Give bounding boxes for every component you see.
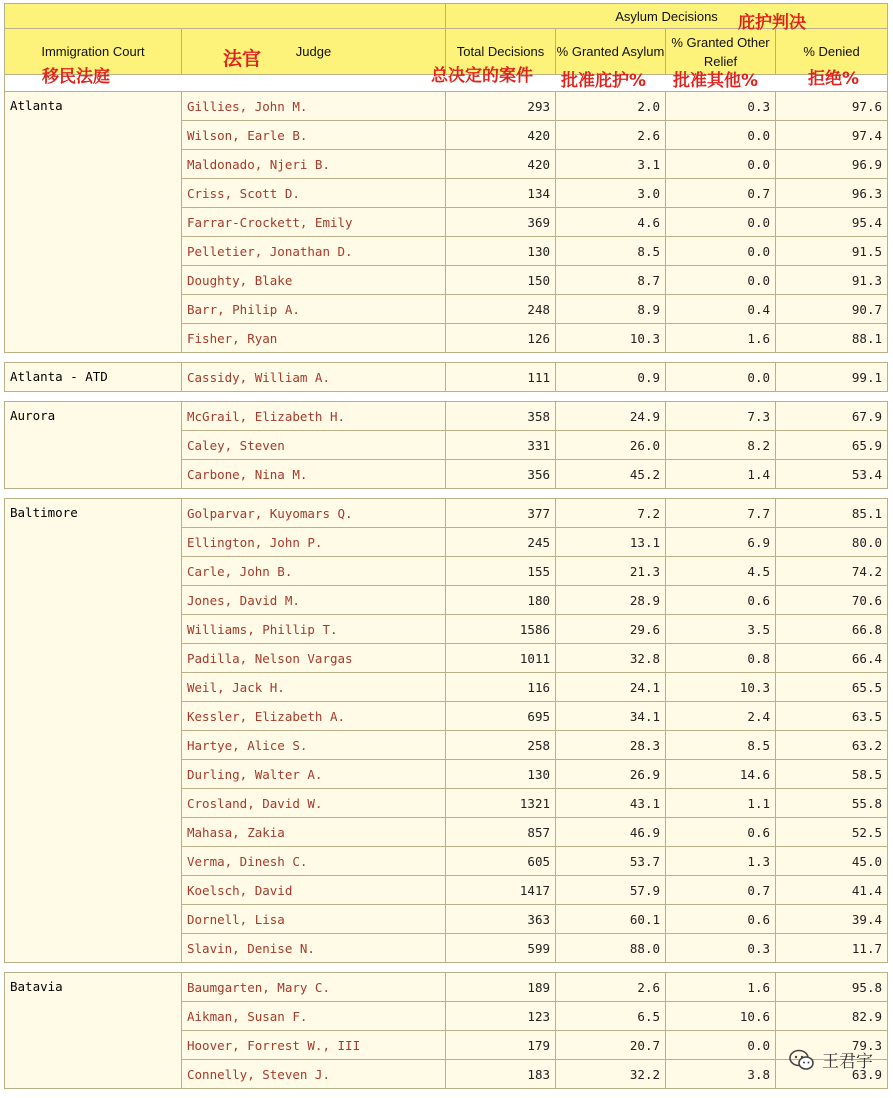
- judge-name-cell[interactable]: Golparvar, Kuyomars Q.: [182, 499, 446, 528]
- judge-name-cell[interactable]: Pelletier, Jonathan D.: [182, 237, 446, 266]
- granted-asylum-cell: 20.7: [556, 1031, 666, 1060]
- annotation-denied: 拒绝%: [808, 69, 860, 89]
- total-decisions-cell: 331: [446, 431, 556, 460]
- total-decisions-cell: 356: [446, 460, 556, 489]
- granted-asylum-cell: 8.9: [556, 295, 666, 324]
- total-decisions-cell: 189: [446, 973, 556, 1002]
- total-decisions-cell: 420: [446, 150, 556, 179]
- judge-name-cell[interactable]: Weil, Jack H.: [182, 673, 446, 702]
- granted-asylum-cell: 4.6: [556, 208, 666, 237]
- judge-name-cell[interactable]: McGrail, Elizabeth H.: [182, 402, 446, 431]
- court-name-cell: Atlanta: [5, 92, 182, 353]
- annotation-granted-asylum: 批准庇护%: [561, 71, 647, 91]
- granted-asylum-cell: 0.9: [556, 363, 666, 392]
- granted-other-cell: 3.5: [666, 615, 776, 644]
- header-group-asylum-decisions: [446, 4, 888, 29]
- judge-name-cell[interactable]: Verma, Dinesh C.: [182, 847, 446, 876]
- granted-other-cell: 0.0: [666, 208, 776, 237]
- judge-name-cell[interactable]: Slavin, Denise N.: [182, 934, 446, 963]
- court-name-cell: Baltimore: [5, 499, 182, 963]
- total-decisions-cell: 245: [446, 528, 556, 557]
- granted-asylum-cell: 53.7: [556, 847, 666, 876]
- total-decisions-cell: 116: [446, 673, 556, 702]
- table-row: [5, 499, 888, 528]
- denied-cell: 95.4: [776, 208, 888, 237]
- granted-asylum-cell: 45.2: [556, 460, 666, 489]
- judge-name-cell[interactable]: Cassidy, William A.: [182, 363, 446, 392]
- denied-cell: 74.2: [776, 557, 888, 586]
- judge-name-cell[interactable]: Aikman, Susan F.: [182, 1002, 446, 1031]
- granted-asylum-cell: 29.6: [556, 615, 666, 644]
- judge-name-cell[interactable]: Hoover, Forrest W., III: [182, 1031, 446, 1060]
- granted-other-cell: 14.6: [666, 760, 776, 789]
- total-decisions-cell: 111: [446, 363, 556, 392]
- total-decisions-cell: 377: [446, 499, 556, 528]
- denied-cell: 95.8: [776, 973, 888, 1002]
- granted-other-cell: 1.3: [666, 847, 776, 876]
- denied-cell: 63.2: [776, 731, 888, 760]
- granted-other-cell: 1.6: [666, 973, 776, 1002]
- judge-name-cell[interactable]: Connelly, Steven J.: [182, 1060, 446, 1089]
- judge-name-cell[interactable]: Criss, Scott D.: [182, 179, 446, 208]
- denied-cell: 97.6: [776, 92, 888, 121]
- granted-asylum-cell: 2.6: [556, 121, 666, 150]
- court-name-cell: Aurora: [5, 402, 182, 489]
- denied-cell: 79.3: [776, 1031, 888, 1060]
- court-group-table: [4, 498, 888, 963]
- granted-other-cell: 0.0: [666, 1031, 776, 1060]
- denied-cell: 63.5: [776, 702, 888, 731]
- denied-cell: 66.8: [776, 615, 888, 644]
- granted-other-cell: 0.3: [666, 92, 776, 121]
- total-decisions-cell: 150: [446, 266, 556, 295]
- judge-name-cell[interactable]: Durling, Walter A.: [182, 760, 446, 789]
- judge-name-cell[interactable]: Hartye, Alice S.: [182, 731, 446, 760]
- granted-asylum-cell: 10.3: [556, 324, 666, 353]
- denied-cell: 99.1: [776, 363, 888, 392]
- denied-cell: 58.5: [776, 760, 888, 789]
- header-denied-label: % Denied: [803, 44, 860, 59]
- granted-asylum-cell: 34.1: [556, 702, 666, 731]
- table-row: [5, 402, 888, 431]
- granted-asylum-cell: 60.1: [556, 905, 666, 934]
- total-decisions-cell: 605: [446, 847, 556, 876]
- granted-asylum-cell: 8.7: [556, 266, 666, 295]
- total-decisions-cell: 695: [446, 702, 556, 731]
- granted-asylum-cell: 26.9: [556, 760, 666, 789]
- header-judge-label: Judge: [295, 44, 332, 59]
- total-decisions-cell: 180: [446, 586, 556, 615]
- granted-other-cell: 4.5: [666, 557, 776, 586]
- denied-cell: 66.4: [776, 644, 888, 673]
- granted-other-cell: 0.0: [666, 363, 776, 392]
- header-judge[interactable]: [182, 29, 446, 75]
- granted-other-cell: 0.0: [666, 266, 776, 295]
- granted-asylum-cell: 8.5: [556, 237, 666, 266]
- granted-asylum-cell: 32.8: [556, 644, 666, 673]
- granted-asylum-cell: 2.6: [556, 973, 666, 1002]
- total-decisions-cell: 123: [446, 1002, 556, 1031]
- denied-cell: 91.5: [776, 237, 888, 266]
- denied-cell: 96.9: [776, 150, 888, 179]
- denied-cell: 39.4: [776, 905, 888, 934]
- granted-other-cell: 10.6: [666, 1002, 776, 1031]
- granted-other-cell: 0.0: [666, 150, 776, 179]
- judge-name-cell[interactable]: Mahasa, Zakia: [182, 818, 446, 847]
- total-decisions-cell: 183: [446, 1060, 556, 1089]
- judge-name-cell[interactable]: Fisher, Ryan: [182, 324, 446, 353]
- judge-name-cell[interactable]: Caley, Steven: [182, 431, 446, 460]
- total-decisions-cell: 130: [446, 760, 556, 789]
- judge-name-cell[interactable]: Williams, Phillip T.: [182, 615, 446, 644]
- total-decisions-cell: 1586: [446, 615, 556, 644]
- denied-cell: 90.7: [776, 295, 888, 324]
- granted-other-cell: 1.1: [666, 789, 776, 818]
- granted-asylum-cell: 13.1: [556, 528, 666, 557]
- table-row: [5, 973, 888, 1002]
- granted-other-cell: 0.7: [666, 179, 776, 208]
- judge-name-cell[interactable]: Baumgarten, Mary C.: [182, 973, 446, 1002]
- denied-cell: 80.0: [776, 528, 888, 557]
- granted-asylum-cell: 3.0: [556, 179, 666, 208]
- granted-other-cell: 0.3: [666, 934, 776, 963]
- court-group-table: [4, 91, 888, 353]
- judge-name-cell[interactable]: Crosland, David W.: [182, 789, 446, 818]
- denied-cell: 91.3: [776, 266, 888, 295]
- granted-other-cell: 0.7: [666, 876, 776, 905]
- granted-asylum-cell: 28.9: [556, 586, 666, 615]
- total-decisions-cell: 369: [446, 208, 556, 237]
- granted-other-cell: 1.6: [666, 324, 776, 353]
- denied-cell: 41.4: [776, 876, 888, 905]
- denied-cell: 55.8: [776, 789, 888, 818]
- judge-name-cell[interactable]: Farrar-Crockett, Emily: [182, 208, 446, 237]
- annotation-asylum-decisions: 庇护判决: [738, 13, 806, 33]
- granted-asylum-cell: 3.1: [556, 150, 666, 179]
- judge-name-cell[interactable]: Dornell, Lisa: [182, 905, 446, 934]
- total-decisions-cell: 258: [446, 731, 556, 760]
- granted-other-cell: 2.4: [666, 702, 776, 731]
- judge-name-cell[interactable]: Carbone, Nina M.: [182, 460, 446, 489]
- denied-cell: 96.3: [776, 179, 888, 208]
- annotation-total: 总决定的案件: [431, 66, 533, 86]
- denied-cell: 97.4: [776, 121, 888, 150]
- denied-cell: 70.6: [776, 586, 888, 615]
- granted-asylum-cell: 6.5: [556, 1002, 666, 1031]
- judge-name-cell[interactable]: Jones, David M.: [182, 586, 446, 615]
- header-granted-other-label: % Granted Other Relief: [671, 34, 770, 69]
- denied-cell: 52.5: [776, 818, 888, 847]
- watermark: [788, 1047, 873, 1072]
- judge-name-cell[interactable]: Carle, John B.: [182, 557, 446, 586]
- total-decisions-cell: 1321: [446, 789, 556, 818]
- judge-name-cell[interactable]: Koelsch, David: [182, 876, 446, 905]
- granted-other-cell: 8.2: [666, 431, 776, 460]
- table-row: [5, 92, 888, 121]
- total-decisions-cell: 358: [446, 402, 556, 431]
- total-decisions-cell: 420: [446, 121, 556, 150]
- granted-other-cell: 7.3: [666, 402, 776, 431]
- judge-name-cell[interactable]: Gillies, John M.: [182, 92, 446, 121]
- denied-cell: 85.1: [776, 499, 888, 528]
- judge-name-cell[interactable]: Kessler, Elizabeth A.: [182, 702, 446, 731]
- granted-other-cell: 0.0: [666, 237, 776, 266]
- court-name-cell: Atlanta - ATD: [5, 363, 182, 392]
- denied-cell: 82.9: [776, 1002, 888, 1031]
- granted-asylum-cell: 26.0: [556, 431, 666, 460]
- granted-asylum-cell: 43.1: [556, 789, 666, 818]
- granted-asylum-cell: 24.9: [556, 402, 666, 431]
- granted-other-cell: 3.8: [666, 1060, 776, 1089]
- granted-other-cell: 0.6: [666, 905, 776, 934]
- granted-asylum-cell: 21.3: [556, 557, 666, 586]
- header-total-label: Total Decisions: [456, 44, 545, 59]
- granted-other-cell: 0.6: [666, 586, 776, 615]
- total-decisions-cell: 126: [446, 324, 556, 353]
- total-decisions-cell: 1011: [446, 644, 556, 673]
- denied-cell: 65.5: [776, 673, 888, 702]
- granted-other-cell: 6.9: [666, 528, 776, 557]
- denied-cell: 45.0: [776, 847, 888, 876]
- granted-other-cell: 8.5: [666, 731, 776, 760]
- granted-asylum-cell: 24.1: [556, 673, 666, 702]
- denied-cell: 67.9: [776, 402, 888, 431]
- denied-cell: 63.9: [776, 1060, 888, 1089]
- header-granted-asylum-label: % Granted Asylum: [556, 44, 665, 59]
- granted-asylum-cell: 46.9: [556, 818, 666, 847]
- judge-name-cell[interactable]: Doughty, Blake: [182, 266, 446, 295]
- granted-asylum-cell: 32.2: [556, 1060, 666, 1089]
- total-decisions-cell: 130: [446, 237, 556, 266]
- header-group-label: Asylum Decisions: [615, 8, 718, 24]
- wechat-icon: [788, 1048, 816, 1072]
- granted-asylum-cell: 57.9: [556, 876, 666, 905]
- denied-cell: 88.1: [776, 324, 888, 353]
- header-court-label: Immigration Court: [41, 44, 145, 59]
- judge-name-cell[interactable]: Padilla, Nelson Vargas: [182, 644, 446, 673]
- total-decisions-cell: 293: [446, 92, 556, 121]
- judge-name-cell[interactable]: Barr, Philip A.: [182, 295, 446, 324]
- header-spacer: [5, 4, 446, 29]
- granted-other-cell: 0.0: [666, 121, 776, 150]
- total-decisions-cell: 857: [446, 818, 556, 847]
- granted-other-cell: 0.4: [666, 295, 776, 324]
- granted-asylum-cell: 28.3: [556, 731, 666, 760]
- court-group-table: [4, 972, 888, 1089]
- denied-cell: 11.7: [776, 934, 888, 963]
- granted-other-cell: 7.7: [666, 499, 776, 528]
- total-decisions-cell: 248: [446, 295, 556, 324]
- annotation-granted-other: 批准其他%: [673, 71, 759, 91]
- total-decisions-cell: 134: [446, 179, 556, 208]
- denied-cell: 53.4: [776, 460, 888, 489]
- judge-name-cell[interactable]: Maldonado, Njeri B.: [182, 150, 446, 179]
- court-name-cell: Batavia: [5, 973, 182, 1089]
- judge-name-cell[interactable]: Ellington, John P.: [182, 528, 446, 557]
- court-group-table: [4, 401, 888, 489]
- annotation-judge: 法官: [223, 48, 262, 70]
- denied-cell: 65.9: [776, 431, 888, 460]
- granted-asylum-cell: 88.0: [556, 934, 666, 963]
- granted-other-cell: 0.8: [666, 644, 776, 673]
- granted-other-cell: 10.3: [666, 673, 776, 702]
- annotation-immigration-court: 移民法庭: [42, 67, 110, 87]
- total-decisions-cell: 155: [446, 557, 556, 586]
- granted-asylum-cell: 7.2: [556, 499, 666, 528]
- court-group-table: [4, 362, 888, 392]
- granted-asylum-cell: 2.0: [556, 92, 666, 121]
- granted-other-cell: 1.4: [666, 460, 776, 489]
- total-decisions-cell: 363: [446, 905, 556, 934]
- judge-name-cell[interactable]: Wilson, Earle B.: [182, 121, 446, 150]
- total-decisions-cell: 599: [446, 934, 556, 963]
- total-decisions-cell: 179: [446, 1031, 556, 1060]
- watermark-text: 王君宇: [822, 1052, 873, 1072]
- table-row: [5, 363, 888, 392]
- granted-other-cell: 0.6: [666, 818, 776, 847]
- total-decisions-cell: 1417: [446, 876, 556, 905]
